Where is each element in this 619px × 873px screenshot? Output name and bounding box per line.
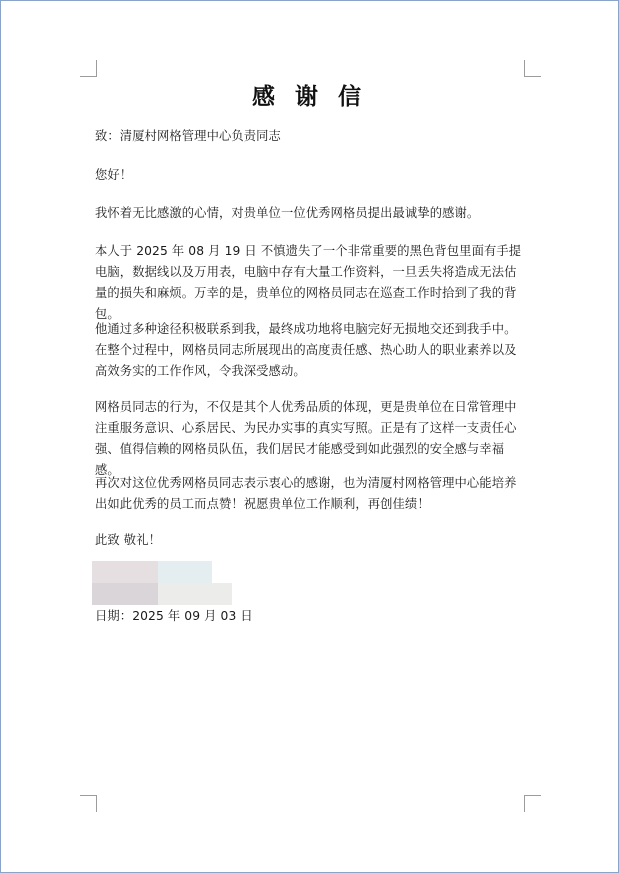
- salutation: 致：清厦村网格管理中心负责同志: [95, 129, 281, 143]
- body-paragraph: 他通过多种途径积极联系到我，最终成功地将电脑完好无损地交还到我手中。在整个过程中，网格员同志所展现出的高度责任感、热心助人的职业素养以及高效务实的工作作风，令我深受感动。: [95, 322, 517, 378]
- letter-title: 感 谢 信: [251, 83, 367, 110]
- margin-mark-top-right: [524, 60, 541, 77]
- letter-date: 日期：2025 年 09 月 03 日: [95, 609, 253, 623]
- redaction-block: [92, 561, 158, 583]
- body-paragraph: 我怀着无比感激的心情，对贵单位一位优秀网格员提出最诚挚的感谢。: [95, 206, 480, 220]
- body-paragraph: 本人于 2025 年 08 月 19 日 不慎遗失了一个非常重要的黑色背包里面有手提电脑，数据线以及万用表，电脑中存有大量工作资料，一旦丢失将造成无法估量的损失和麻烦。万幸的是，贵单位的网格员同志在巡查工作时拾到了我的背包。: [95, 244, 522, 321]
- redaction-block: [92, 583, 158, 605]
- closing: 此致 敬礼！: [95, 533, 161, 547]
- margin-mark-top-left: [80, 60, 97, 77]
- redaction-block: [158, 583, 232, 605]
- body-paragraph: 网格员同志的行为，不仅是其个人优秀品质的体现，更是贵单位在日常管理中注重服务意识、心系居民、为民办实事的真实写照。正是有了这样一支责任心强、值得信赖的网格员队伍，我们居民才能感受到如此强烈的安全感与幸福感。: [95, 400, 517, 477]
- greeting: 您好！: [95, 168, 133, 182]
- margin-mark-bottom-right: [524, 795, 541, 812]
- redaction-block: [158, 561, 212, 583]
- margin-mark-bottom-left: [80, 795, 97, 812]
- redacted-signature: [92, 561, 232, 605]
- body-paragraph: 再次对这位优秀网格员同志表示衷心的感谢，也为清厦村网格管理中心能培养出如此优秀的员工而点赞！祝愿贵单位工作顺利，再创佳绩！: [95, 476, 517, 511]
